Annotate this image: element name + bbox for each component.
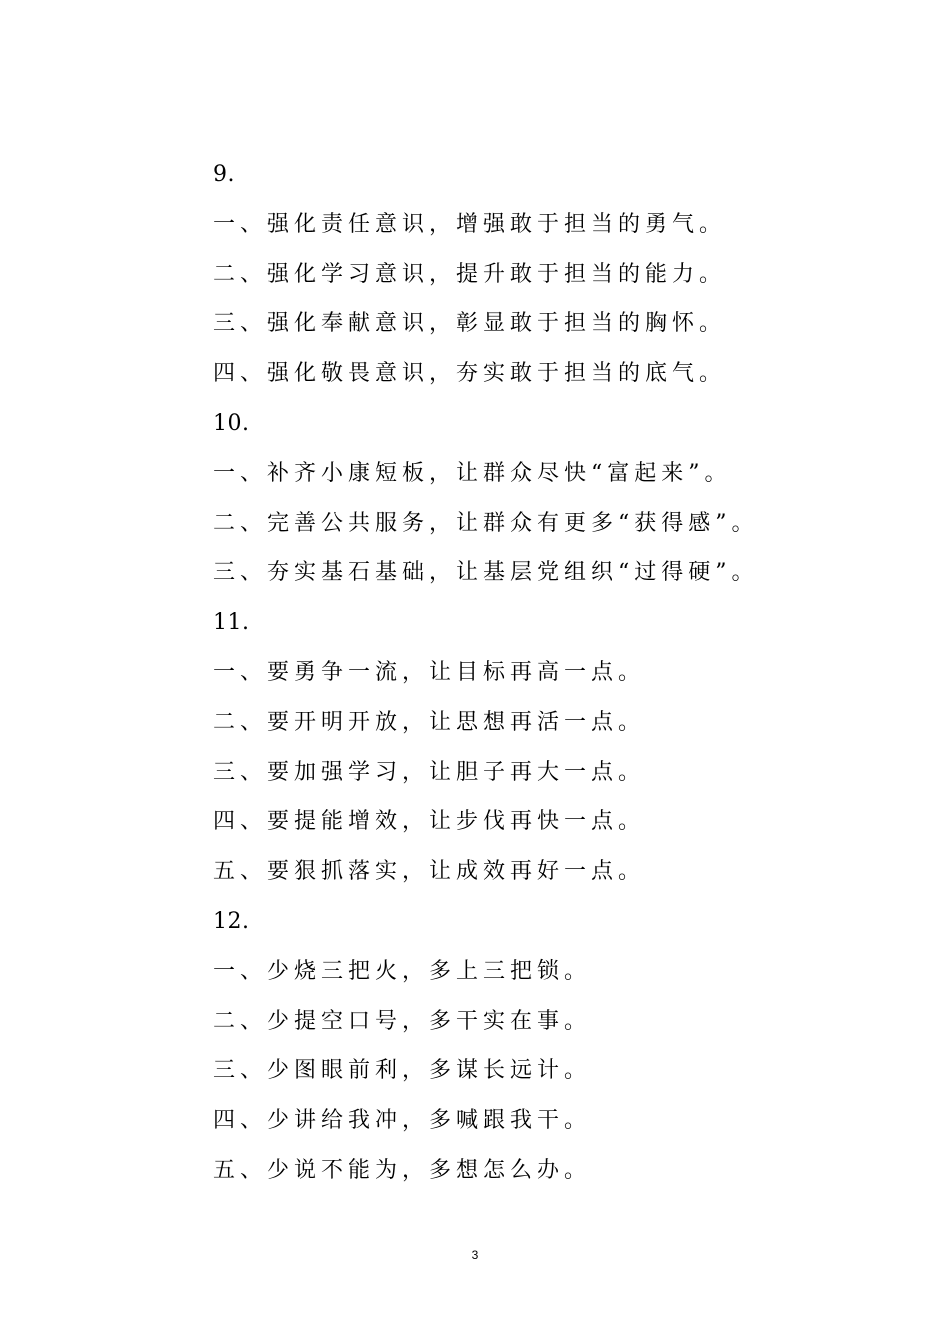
list-item: 一、补齐小康短板，让群众尽快“富起来”。 xyxy=(213,460,732,486)
list-item: 三、夯实基石基础，让基层党组织“过得硬”。 xyxy=(213,560,759,586)
list-item: 五、要狠抓落实，让成效再好一点。 xyxy=(213,859,646,885)
list-item: 二、少提空口号，多干实在事。 xyxy=(213,1008,592,1034)
list-item: 二、完善公共服务，让群众有更多“获得感”。 xyxy=(213,510,759,536)
page-number: 3 xyxy=(471,1248,479,1262)
section-number: 9. xyxy=(213,162,235,187)
list-item: 三、要加强学习，让胆子再大一点。 xyxy=(213,759,646,785)
list-item: 四、强化敬畏意识，夯实敢于担当的底气。 xyxy=(213,361,727,387)
document-body xyxy=(213,150,913,1196)
list-item: 一、要勇争一流，让目标再高一点。 xyxy=(213,659,646,685)
section-number: 10. xyxy=(213,410,250,436)
list-item: 三、少图眼前利，多谋长远计。 xyxy=(213,1058,592,1084)
list-item: 四、要提能增效，让步伐再快一点。 xyxy=(213,809,646,835)
list-item: 一、少烧三把火，多上三把锁。 xyxy=(213,958,592,984)
section-number: 12. xyxy=(213,908,250,934)
list-item: 二、要开明开放，让思想再活一点。 xyxy=(213,709,646,735)
list-item: 五、少说不能为，多想怎么办。 xyxy=(213,1157,592,1183)
section-number: 11. xyxy=(213,610,250,636)
list-item: 四、少讲给我冲，多喊跟我干。 xyxy=(213,1108,592,1134)
list-item: 一、强化责任意识，增强敢于担当的勇气。 xyxy=(213,211,727,237)
list-item: 二、强化学习意识，提升敢于担当的能力。 xyxy=(213,261,727,287)
list-item: 三、强化奉献意识，彰显敢于担当的胸怀。 xyxy=(213,311,727,337)
